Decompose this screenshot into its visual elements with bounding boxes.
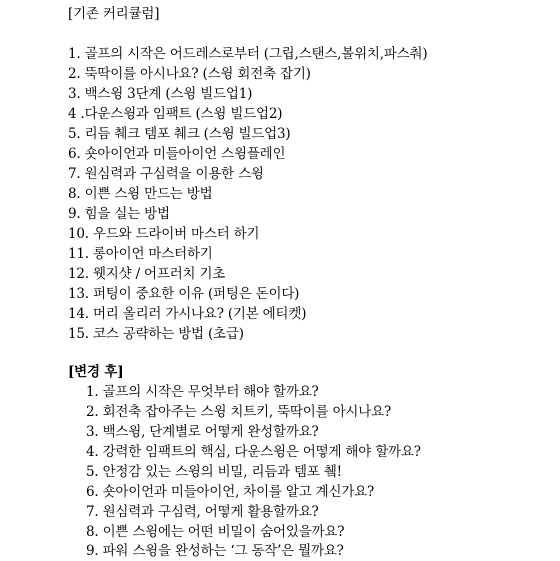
original-item-1: 1. 골프의 시작은 어드레스로부터 (그립,스탠스,볼위치,파스춰) <box>68 46 428 62</box>
original-item-7: 7. 원심력과 구심력을 이용한 스윙 <box>68 166 264 182</box>
original-item-10: 10. 우드와 드라이버 마스터 하기 <box>68 226 260 242</box>
original-item-15: 15. 코스 공략하는 방법 (초급) <box>68 326 244 342</box>
original-curriculum-heading: [기존 커리큘럼] <box>68 6 160 22</box>
original-item-4: 4 .다운스윙과 임팩트 (스윙 빌드업2) <box>68 106 283 122</box>
revised-item-4: 4. 강력한 임팩트의 핵심, 다운스윙은 어떻게 해야 할까요? <box>86 444 421 460</box>
original-item-14: 14. 머리 올리러 가시나요? (기본 에티켓) <box>68 306 307 322</box>
revised-item-7: 7. 원심력과 구심력, 어떻게 활용할까요? <box>86 504 319 520</box>
original-item-8: 8. 이쁜 스윙 만드는 방법 <box>68 186 213 202</box>
original-item-13: 13. 퍼팅이 중요한 이유 (퍼팅은 돈이다) <box>68 286 300 302</box>
original-item-11: 11. 롱아이언 마스터하기 <box>68 246 213 262</box>
revised-item-5: 5. 안정감 있는 스윙의 비밀, 리듬과 템포 췤! <box>86 464 342 480</box>
revised-item-8: 8. 이쁜 스윙에는 어떤 비밀이 숨어있을까요? <box>86 524 345 540</box>
original-item-2: 2. 뚝딱이를 아시나요? (스윙 회전축 잡기) <box>68 66 311 82</box>
original-item-9: 9. 힘을 실는 방법 <box>68 206 170 222</box>
revised-item-2: 2. 회전축 잡아주는 스윙 치트키, 뚝딱이를 아시나요? <box>86 404 391 420</box>
original-item-6: 6. 숏아이언과 미들아이언 스윙플레인 <box>68 146 286 162</box>
revised-item-9: 9. 파워 스윙을 완성하는 ‘그 동작’은 뭘까요? <box>86 543 344 559</box>
original-item-12: 12. 웻지샷 / 어프러치 기초 <box>68 266 226 282</box>
revised-item-6: 6. 숏아이언과 미들아이언, 차이를 알고 계신가요? <box>86 484 375 500</box>
revised-item-1: 1. 골프의 시작은 무엇부터 해야 할까요? <box>86 384 319 400</box>
original-item-3: 3. 백스윙 3단계 (스윙 빌드업1) <box>68 86 253 102</box>
revised-item-3: 3. 백스윙, 단계별로 어떻게 완성할까요? <box>86 424 319 440</box>
original-item-5: 5. 리듬 췌크 템포 췌크 (스윙 빌드업3) <box>68 126 291 142</box>
revised-curriculum-heading: [변경 후] <box>68 364 124 380</box>
